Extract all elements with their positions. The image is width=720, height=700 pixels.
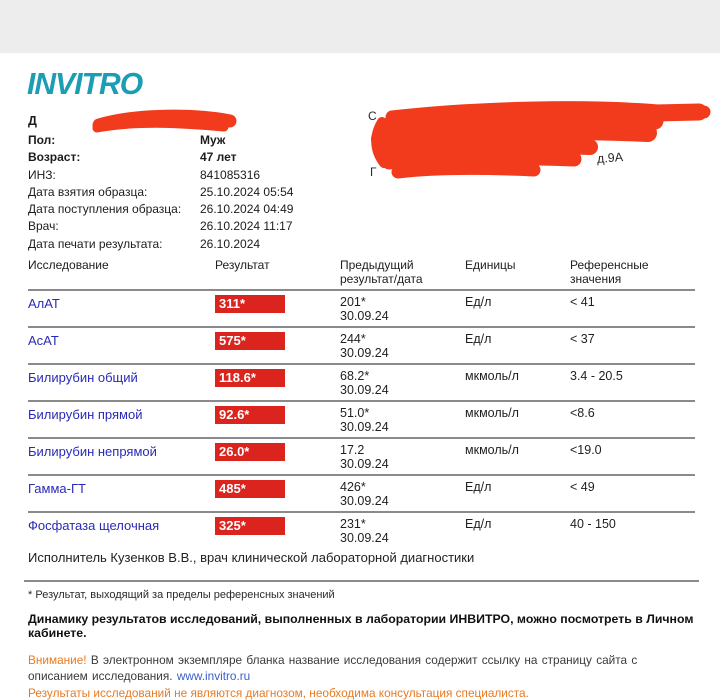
- result-row: [28, 513, 695, 548]
- redacted-right-text-fragment-2: Г: [370, 165, 377, 179]
- units-cell: Ед/л: [465, 517, 492, 531]
- reference-range-cell: <19.0: [570, 443, 602, 457]
- units-cell: мкмоль/л: [465, 369, 519, 383]
- units-cell: мкмоль/л: [465, 406, 519, 420]
- info-value: Муж: [200, 133, 226, 147]
- executor-line: Исполнитель Кузенков В.В., врач клинической лабораторной диагностики: [28, 550, 475, 565]
- previous-value: 201*: [340, 295, 366, 309]
- disclaimer-note: Результаты исследований не являются диагнозом, необходима консультация специалиста.: [28, 686, 529, 700]
- dynamics-note: Динамику результатов исследований, выполненных в лаборатории ИНВИТРО, можно посмотреть в Личном кабинете.: [28, 612, 694, 640]
- invitro-site-link[interactable]: www.invitro.ru: [176, 669, 251, 683]
- info-value: 47 лет: [200, 150, 237, 165]
- results-table-body: [28, 291, 695, 548]
- results-section: [28, 259, 695, 700]
- info-value: 26.10.2024 04:49: [200, 202, 294, 217]
- results-table-header: [28, 259, 695, 291]
- previous-result-cell: [340, 406, 465, 434]
- invitro-logo: INVITRO: [27, 66, 143, 101]
- previous-value: 231*: [340, 517, 366, 531]
- previous-date: 30.09.24: [340, 494, 389, 508]
- previous-date: 30.09.24: [340, 309, 389, 323]
- previous-result-cell: [340, 295, 465, 323]
- previous-value: 17.2: [340, 443, 365, 457]
- patient-info-row: [28, 167, 293, 184]
- previous-date: 30.09.24: [340, 420, 389, 434]
- reference-range-cell: 3.4 - 20.5: [570, 369, 623, 383]
- patient-info-block: [28, 132, 293, 253]
- info-label: Пол:: [28, 133, 56, 147]
- result-value-flagged: 311*: [215, 295, 285, 313]
- col-header-reference: Референсные значения: [570, 258, 649, 286]
- result-row: [28, 365, 695, 402]
- info-value: 841085316: [200, 167, 261, 182]
- previous-value: 51.0*: [340, 406, 370, 420]
- result-row: [28, 439, 695, 476]
- info-label: Врач:: [28, 219, 59, 234]
- previous-result-cell: [340, 517, 465, 545]
- previous-date: 30.09.24: [340, 531, 389, 545]
- patient-info-row: [28, 201, 293, 218]
- patient-name-line-redacted: Д: [28, 114, 37, 128]
- patient-info-row: [28, 149, 293, 166]
- result-value-flagged: 325*: [215, 517, 285, 535]
- test-name-link[interactable]: АсАТ: [28, 333, 59, 348]
- previous-result-cell: [340, 332, 465, 360]
- previous-value: 426*: [340, 480, 366, 494]
- info-label: Дата взятия образца:: [28, 184, 148, 199]
- reference-range-cell: < 49: [570, 480, 595, 494]
- test-name-link[interactable]: Билирубин прямой: [28, 407, 143, 422]
- info-value: 26.10.2024 11:17: [200, 219, 293, 234]
- test-name-link[interactable]: Фосфатаза щелочная: [28, 518, 160, 533]
- footer-divider: [24, 580, 699, 582]
- reference-range-cell: < 37: [570, 332, 595, 346]
- patient-info-row: [28, 218, 293, 235]
- result-value-flagged: 485*: [215, 480, 285, 498]
- result-value-flagged: 26.0*: [215, 443, 285, 461]
- previous-result-cell: [340, 443, 465, 471]
- info-value: 26.10.2024: [200, 236, 261, 251]
- col-header-previous: Предыдущий результат/дата: [340, 258, 423, 286]
- test-name-link[interactable]: Гамма-ГТ: [28, 481, 86, 496]
- previous-result-cell: [340, 480, 465, 508]
- redacted-right-text-fragment: С: [368, 109, 377, 123]
- units-cell: Ед/л: [465, 332, 492, 346]
- previous-value: 244*: [340, 332, 366, 346]
- patient-info-row: [28, 184, 293, 201]
- attention-label: Внимание!: [28, 653, 87, 667]
- units-cell: Ед/л: [465, 295, 492, 309]
- address-fragment: д.9А: [596, 150, 624, 166]
- result-value-flagged: 575*: [215, 332, 285, 350]
- reference-range-cell: 40 - 150: [570, 517, 616, 531]
- top-gray-bar: [0, 0, 720, 53]
- test-name-link[interactable]: АлАТ: [28, 296, 60, 311]
- result-value-flagged: 118.6*: [215, 369, 285, 387]
- previous-date: 30.09.24: [340, 383, 389, 397]
- result-row: [28, 291, 695, 328]
- previous-date: 30.09.24: [340, 457, 389, 471]
- result-row: [28, 328, 695, 365]
- col-header-units: Единицы: [465, 258, 516, 272]
- units-cell: Ед/л: [465, 480, 492, 494]
- test-name-link[interactable]: Билирубин общий: [28, 370, 138, 385]
- col-header-result: Результат: [215, 258, 270, 272]
- test-name-link[interactable]: Билирубин непрямой: [28, 444, 157, 459]
- previous-result-cell: [340, 369, 465, 397]
- asterisk-footnote: * Результат, выходящий за пределы референсных значений: [28, 589, 335, 601]
- info-label: Дата поступления образца:: [28, 202, 182, 217]
- info-label: ИНЗ:: [28, 167, 56, 182]
- attention-note: [28, 652, 695, 684]
- info-value: 25.10.2024 05:54: [200, 184, 294, 199]
- reference-range-cell: < 41: [570, 295, 595, 309]
- units-cell: мкмоль/л: [465, 443, 519, 457]
- info-label: Возраст:: [28, 150, 81, 165]
- previous-date: 30.09.24: [340, 346, 389, 360]
- result-value-flagged: 92.6*: [215, 406, 285, 424]
- attention-text: В электронном экземпляре бланка название исследования содержит ссылку на страницу сайта с описанием исследования.: [28, 653, 638, 683]
- patient-info-row: [28, 236, 293, 253]
- previous-value: 68.2*: [340, 369, 370, 383]
- reference-range-cell: <8.6: [570, 406, 595, 420]
- result-row: [28, 402, 695, 439]
- col-header-test: Исследование: [28, 258, 109, 272]
- info-label: Дата печати результата:: [28, 236, 163, 251]
- result-row: [28, 476, 695, 513]
- patient-info-row: [28, 132, 293, 149]
